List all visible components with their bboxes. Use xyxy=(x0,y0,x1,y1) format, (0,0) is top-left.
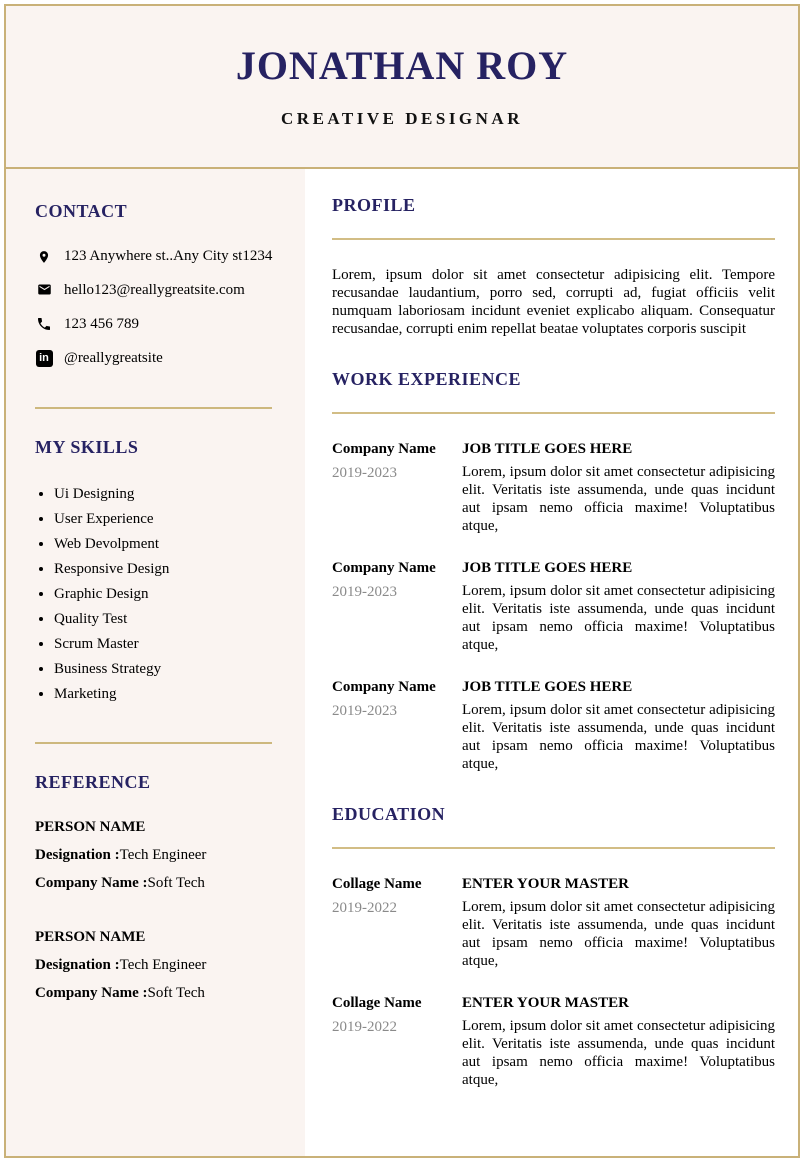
contact-list xyxy=(35,246,277,369)
company-label: Company Name : xyxy=(35,985,148,1001)
degree-title: ENTER YOUR MASTER xyxy=(462,876,629,892)
work-period: 2019-2023 xyxy=(332,703,397,719)
skills-heading: MY SKILLS xyxy=(35,437,139,457)
skill-item: • User Experience xyxy=(54,509,277,529)
skill-item: • Ui Designing xyxy=(54,484,277,504)
email-icon xyxy=(35,280,53,297)
work-entry-right xyxy=(462,559,775,654)
profile-text: Lorem, ipsum dolor sit amet consectetur adipisicing elit. Tempore recusandae laudantium, porro sed, corrupti ad, fugiat officiis velit numquam laboriosam incidunt eveniet explicabo aliquam. Consequatur recusandae, corrupti enim repellat beatae voluptates corporis suscipit xyxy=(332,267,775,337)
company-name: Company Name xyxy=(332,441,436,457)
work-entry-right xyxy=(462,440,775,535)
job-title: JOB TITLE GOES HERE xyxy=(462,441,633,457)
contact-phone-text: 123 456 789 xyxy=(64,316,139,332)
degree-description: Lorem, ipsum dolor sit amet consectetur adipisicing elit. Veritatis iste assumenda, unde quas incidunt aut ipsam nemo officia maxime! Voluptatibus atque, xyxy=(462,1018,775,1088)
skill-item: • Responsive Design xyxy=(54,559,277,579)
linkedin-icon xyxy=(35,348,53,367)
skill-item: • Quality Test xyxy=(54,609,277,629)
college-name: Collage Name xyxy=(332,876,422,892)
job-description: Lorem, ipsum dolor sit amet consectetur adipisicing elit. Veritatis iste assumenda, unde quas incidunt aut ipsam nemo officia maxime! Voluptatibus atque, xyxy=(462,583,775,653)
work-experience-section xyxy=(332,369,775,773)
education-entry-right xyxy=(462,994,775,1089)
company-value: Soft Tech xyxy=(147,985,205,1001)
work-entry-left xyxy=(332,559,462,654)
reference-company xyxy=(35,983,277,1003)
profile-heading: PROFILE xyxy=(332,195,416,215)
education-entry xyxy=(332,875,775,970)
job-description: Lorem, ipsum dolor sit amet consectetur adipisicing elit. Veritatis iste assumenda, unde quas incidunt aut ipsam nemo officia maxime! Voluptatibus atque, xyxy=(462,464,775,534)
location-pin-icon xyxy=(35,246,53,266)
education-entry-left xyxy=(332,994,462,1089)
company-name: Company Name xyxy=(332,679,436,695)
company-label: Company Name : xyxy=(35,875,148,891)
skill-item: • Graphic Design xyxy=(54,584,277,604)
skill-item: • Web Devolpment xyxy=(54,534,277,554)
company-value: Soft Tech xyxy=(147,875,205,891)
section-divider xyxy=(332,238,775,240)
main-column xyxy=(305,169,798,1156)
job-title: JOB TITLE GOES HERE xyxy=(462,560,633,576)
reference-heading: REFERENCE xyxy=(35,772,151,792)
education-entry xyxy=(332,994,775,1089)
work-period: 2019-2023 xyxy=(332,465,397,481)
college-name: Collage Name xyxy=(332,995,422,1011)
resume-page xyxy=(4,4,800,1158)
contact-linkedin-text: @reallygreatsite xyxy=(64,350,163,366)
profile-section xyxy=(332,195,775,338)
skill-item: • Scrum Master xyxy=(54,634,277,654)
designation-label: Designation : xyxy=(35,847,120,863)
reference-entry xyxy=(35,927,277,1003)
contact-email-text: hello123@reallygreatsite.com xyxy=(64,282,245,298)
work-period: 2019-2023 xyxy=(332,584,397,600)
skills-list xyxy=(35,484,277,704)
work-entry xyxy=(332,678,775,773)
section-divider xyxy=(332,847,775,849)
designation-value: Tech Engineer xyxy=(119,957,207,973)
job-title: JOB TITLE GOES HERE xyxy=(462,679,633,695)
sidebar-divider xyxy=(35,407,272,409)
contact-item-address xyxy=(35,246,277,267)
contact-heading: CONTACT xyxy=(35,201,128,221)
company-name: Company Name xyxy=(332,560,436,576)
education-period: 2019-2022 xyxy=(332,1019,397,1035)
education-entry-right xyxy=(462,875,775,970)
work-entry-right xyxy=(462,678,775,773)
education-section xyxy=(332,804,775,1089)
education-period: 2019-2022 xyxy=(332,900,397,916)
designation-label: Designation : xyxy=(35,957,120,973)
person-job-title: CREATIVE DESIGNAR xyxy=(281,109,523,128)
skill-item: • Marketing xyxy=(54,684,277,704)
phone-icon xyxy=(35,314,53,332)
reference-person-name: PERSON NAME xyxy=(35,819,146,835)
contact-address-text: 123 Anywhere st..Any City st1234 xyxy=(64,248,273,264)
skill-item: • Business Strategy xyxy=(54,659,277,679)
designation-value: Tech Engineer xyxy=(119,847,207,863)
page-body xyxy=(6,169,798,1156)
reference-person-name: PERSON NAME xyxy=(35,929,146,945)
section-divider xyxy=(332,412,775,414)
sidebar xyxy=(6,169,305,1156)
contact-item-email xyxy=(35,280,277,301)
work-entry xyxy=(332,559,775,654)
education-heading: EDUCATION xyxy=(332,804,446,824)
reference-designation xyxy=(35,845,277,865)
person-name: JONATHAN ROY xyxy=(235,43,569,88)
reference-entry xyxy=(35,817,277,893)
degree-title: ENTER YOUR MASTER xyxy=(462,995,629,1011)
work-entry xyxy=(332,440,775,535)
work-entry-left xyxy=(332,440,462,535)
contact-item-linkedin xyxy=(35,348,277,369)
job-description: Lorem, ipsum dolor sit amet consectetur adipisicing elit. Veritatis iste assumenda, unde quas incidunt aut ipsam nemo officia maxime! Voluptatibus atque, xyxy=(462,702,775,772)
reference-company xyxy=(35,873,277,893)
work-experience-heading: WORK EXPERIENCE xyxy=(332,369,522,389)
degree-description: Lorem, ipsum dolor sit amet consectetur adipisicing elit. Veritatis iste assumenda, unde quas incidunt aut ipsam nemo officia maxime! Voluptatibus atque, xyxy=(462,899,775,969)
reference-designation xyxy=(35,955,277,975)
linkedin-badge: in xyxy=(36,350,53,367)
contact-item-phone xyxy=(35,314,277,335)
header xyxy=(6,6,798,169)
sidebar-divider xyxy=(35,742,272,744)
work-entry-left xyxy=(332,678,462,773)
education-entry-left xyxy=(332,875,462,970)
